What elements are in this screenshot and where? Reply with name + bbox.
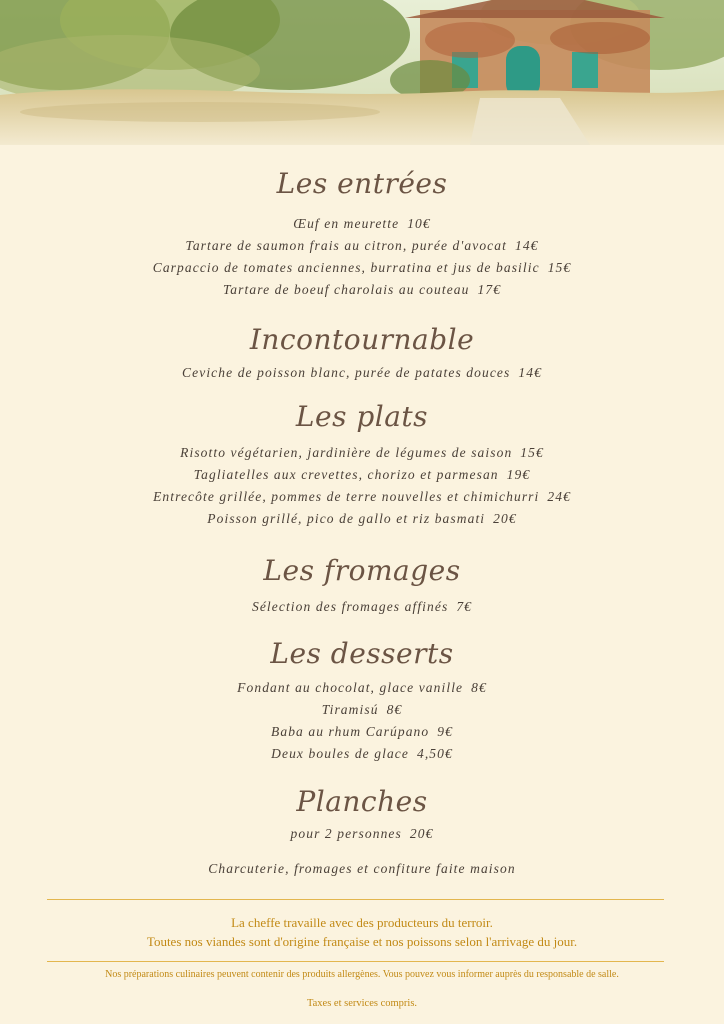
taxes-note: Taxes et services compris. <box>306 998 418 1009</box>
menu-item: Œuf en meurette 10€ <box>293 216 431 231</box>
section-desserts <box>0 637 724 670</box>
menu-item: Risotto végétarien, jardinière de légumes de saison 15€ <box>180 445 544 460</box>
section-title: Les desserts <box>270 637 454 670</box>
section-incontournable-items <box>0 362 724 384</box>
section-title: Incontournable <box>249 323 475 356</box>
section-fromages <box>0 554 724 587</box>
garden-house-illustration <box>0 0 724 145</box>
sourcing-line-2: Toutes nos viandes sont d'origine française et nos poissons selon l'arrivage du jour. <box>146 934 578 949</box>
section-incontournable <box>0 323 724 356</box>
sourcing-note <box>0 913 724 951</box>
section-entrees <box>0 167 724 200</box>
divider-top <box>47 899 664 900</box>
menu-item-note: Charcuterie, fromages et confiture faite maison <box>208 861 516 876</box>
menu-item: Poisson grillé, pico de gallo et riz basmati 20€ <box>207 511 517 526</box>
menu-item: Tagliatelles aux crevettes, chorizo et parmesan 19€ <box>193 467 531 482</box>
menu-item: Tartare de saumon frais au citron, purée d'avocat 14€ <box>185 238 539 253</box>
planches-description <box>0 858 724 880</box>
section-planches-items <box>0 823 724 845</box>
sourcing-line-1: La cheffe travaille avec des producteurs du terroir. <box>231 915 493 930</box>
menu-item: Fondant au chocolat, glace vanille 8€ <box>237 680 487 695</box>
section-title: Planches <box>296 785 428 818</box>
section-plats <box>0 400 724 433</box>
menu-item: Baba au rhum Carúpano 9€ <box>271 724 453 739</box>
section-title: Les fromages <box>263 554 461 587</box>
section-title: Les entrées <box>276 167 448 200</box>
section-title: Les plats <box>295 400 429 433</box>
menu-item: Tiramisú 8€ <box>321 702 403 717</box>
menu-item: Ceviche de poisson blanc, purée de patates douces 14€ <box>182 365 542 380</box>
section-planches <box>0 785 724 818</box>
section-plats-items <box>0 442 724 530</box>
menu-item: Deux boules de glace 4,50€ <box>271 746 453 761</box>
divider-bottom <box>47 961 664 962</box>
menu-item: Tartare de boeuf charolais au couteau 17€ <box>222 282 502 297</box>
section-desserts-items <box>0 677 724 765</box>
menu-item: Sélection des fromages affinés 7€ <box>251 599 473 614</box>
section-fromages-items <box>0 596 724 618</box>
watercolor-banner-image <box>0 0 724 145</box>
section-entrees-items <box>0 213 724 301</box>
menu-item: Carpaccio de tomates anciennes, burratina et jus de basilic 15€ <box>152 260 572 275</box>
menu-item: Entrecôte grillée, pommes de terre nouvelles et chimichurri 24€ <box>153 489 571 504</box>
menu-item: pour 2 personnes 20€ <box>290 826 434 841</box>
allergen-note: Nos préparations culinaires peuvent contenir des produits allergènes. Vous pouvez vous informer auprès du responsable de salle. <box>105 969 619 980</box>
